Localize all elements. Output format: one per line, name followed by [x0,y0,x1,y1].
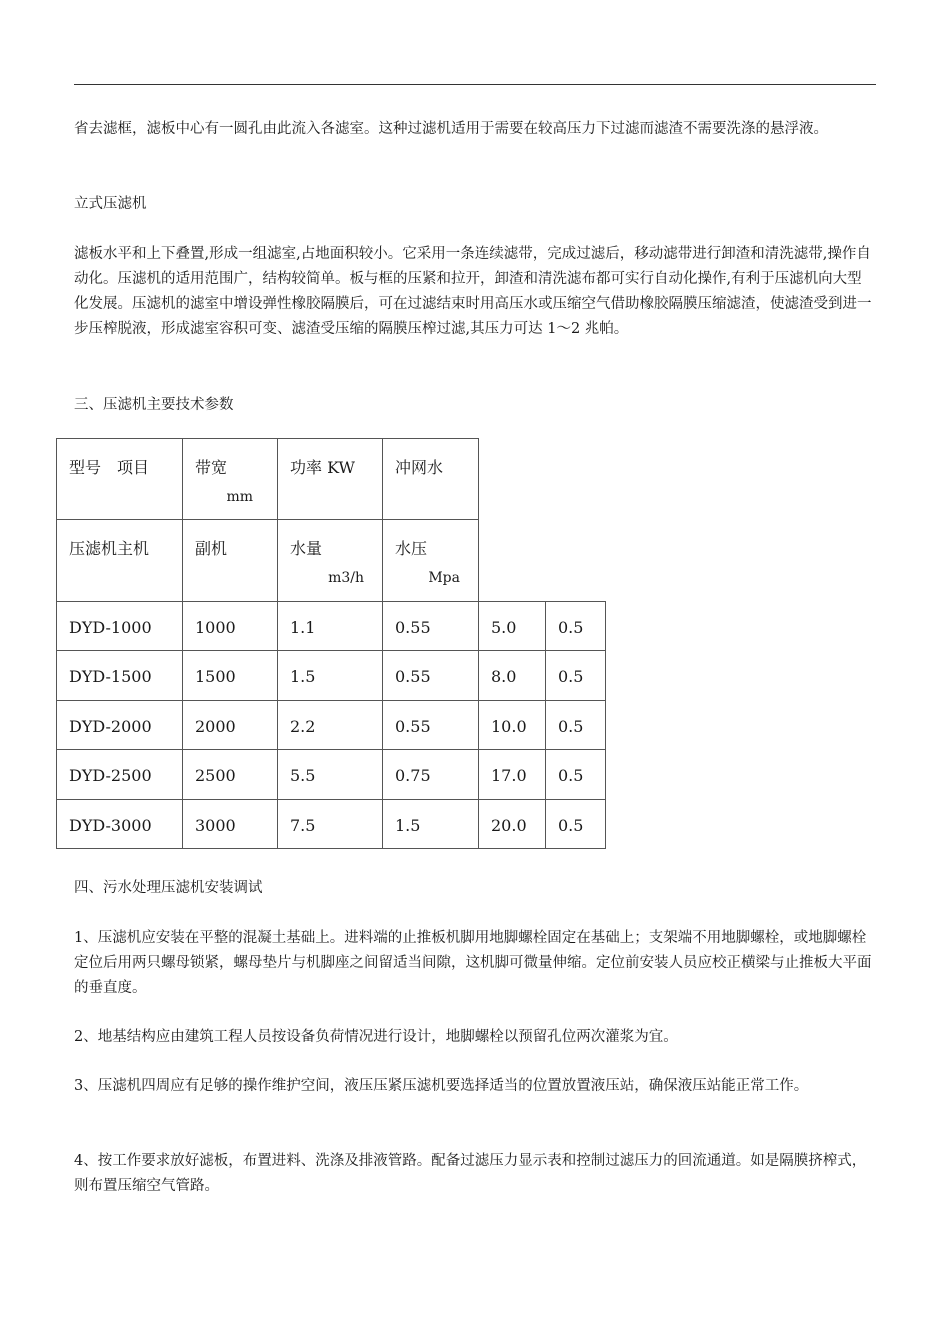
table-cell [56,749,184,799]
table-cell-value: DYD-1000 [69,618,152,637]
paragraph-install-step-1: 1、压滤机应安装在平整的混凝土基础上。进料端的止推板机脚用地脚螺栓固定在基础上；支架端不用地脚螺栓，或地脚螺栓定位后用两只螺母锁紧，螺母垫片与机脚座之间留适当间隙，这机脚可微量伸缩。定位前安装人员应校正横梁与止推板大平面的垂直度。 [74,930,872,996]
table-cell [545,700,606,750]
table-header-cell [56,519,183,602]
paragraph-install-step-4: 4、按工作要求放好滤板，布置进料、洗涤及排液管路。配备过滤压力显示表和控制过滤压力的回流通道。如是隔膜挤榨式，则布置压缩空气管路。 [74,1153,867,1194]
table-cell [478,799,547,849]
header-wash-water: 冲网水 [395,458,444,477]
heading-technical-params: 三、压滤机主要技术参数 [74,397,234,413]
header-belt-width-unit: mm [226,489,253,505]
table-cell [478,601,547,651]
table-cell [182,749,279,799]
table-header-cell [182,438,278,520]
table-cell-value: 20.0 [491,815,527,835]
table-cell-value: 2000 [195,716,236,736]
header-water-volume: 水量 [290,539,323,558]
table-header-cell [277,438,383,520]
table-cell-value: DYD-2500 [69,766,152,786]
header-water-volume-unit: m3/h [328,570,364,586]
table-cell [56,700,184,750]
paragraph-install-step-3: 3、压滤机四周应有足够的操作维护空间，液压压紧压滤机要选择适当的位置放置液压站，确保液压站能正常工作。 [74,1078,809,1094]
table-cell-value: 5.0 [491,618,517,637]
table-cell [382,601,480,651]
table-cell [478,700,547,750]
table-cell [382,799,480,849]
table-cell-value: 10.0 [491,716,527,736]
table-cell [182,799,279,849]
table-header-cell [382,438,479,520]
table-cell [478,749,547,799]
header-rule [74,84,876,85]
heading-vertical-filter-press: 立式压滤机 [74,196,147,212]
table-cell [277,650,384,700]
header-water-pressure: 水压 [395,539,428,558]
table-header-cell [277,519,383,602]
table-header-cell [382,519,479,602]
paragraph-plate-filter: 省去滤框，滤板中心有一圆孔由此流入各滤室。这种过滤机适用于需要在较高压力下过滤而滤渣不需要洗涤的悬浮液。 [74,121,828,137]
table-cell [382,650,480,700]
table-cell-value: 1.5 [290,667,316,687]
table-cell [545,749,606,799]
table-cell [277,749,384,799]
table-cell-value: 0.75 [395,766,431,786]
table-cell-value: DYD-1500 [69,667,152,687]
table-cell-value: 0.5 [558,618,584,637]
header-power: 功率 KW [290,458,355,477]
table-cell [545,601,606,651]
table-cell-value: 0.55 [395,716,431,736]
table-cell-value: 2.2 [290,716,316,736]
header-main-unit: 压滤机主机 [69,539,150,558]
table-cell-value: 0.5 [558,766,584,786]
table-cell [545,650,606,700]
table-cell-value: 0.5 [558,815,584,835]
table-cell-value: 1.1 [290,618,316,637]
table-header-cell [56,438,183,520]
table-cell-value: 8.0 [491,667,517,687]
table-cell [182,601,279,651]
table-cell [56,650,184,700]
paragraph-vertical-filter-press: 滤板水平和上下叠置,形成一组滤室,占地面积较小。它采用一条连续滤带，完成过滤后，移动滤带进行卸渣和清洗滤带,操作自动化。压滤机的适用范围广，结构较简单。板与框的压紧和拉开，卸渣和清洗滤布都可实行自动化操作,有利于压滤机向大型化发展。压滤机的滤室中增设弹性橡胶隔膜后，可在过滤结束时用高压水或压缩空气借助橡胶隔膜压缩滤渣，使滤渣受到进一步压榨脱液，形成滤室容积可变、滤渣受压缩的隔膜压榨过滤,其压力可达 1～2 兆帕。 [74,246,872,337]
table-cell [545,799,606,849]
table-header-cell [182,519,278,602]
header-aux-unit: 副机 [195,539,228,558]
table-cell-value: 1500 [195,667,236,687]
table-cell-value: DYD-2000 [69,716,152,736]
header-model-item: 型号 项目 [69,458,150,477]
table-cell [382,700,480,750]
table-cell-value: 0.55 [395,667,431,687]
table-cell [277,700,384,750]
table-cell-value: 3000 [195,815,236,835]
header-water-pressure-unit: Mpa [428,570,460,586]
table-cell [56,601,184,651]
table-cell-value: 7.5 [290,815,316,835]
table-cell-value: 0.5 [558,716,584,736]
table-cell [277,601,384,651]
table-cell-value: DYD-3000 [69,815,152,835]
table-cell [182,700,279,750]
table-cell-value: 1000 [195,618,236,637]
heading-installation: 四、污水处理压滤机安装调试 [74,880,263,896]
table-cell-value: 17.0 [491,766,527,786]
table-cell-value: 0.5 [558,667,584,687]
table-cell-value: 5.5 [290,766,316,786]
table-cell [478,650,547,700]
table-cell-value: 0.55 [395,618,431,637]
table-cell-value: 1.5 [395,815,421,835]
table-cell-value: 2500 [195,766,236,786]
table-cell [182,650,279,700]
table-cell [56,799,184,849]
table-cell [277,799,384,849]
table-cell [382,749,480,799]
paragraph-install-step-2: 2、地基结构应由建筑工程人员按设备负荷情况进行设计，地脚螺栓以预留孔位两次灌浆为宜。 [74,1029,678,1045]
header-belt-width: 带宽 [195,458,228,477]
